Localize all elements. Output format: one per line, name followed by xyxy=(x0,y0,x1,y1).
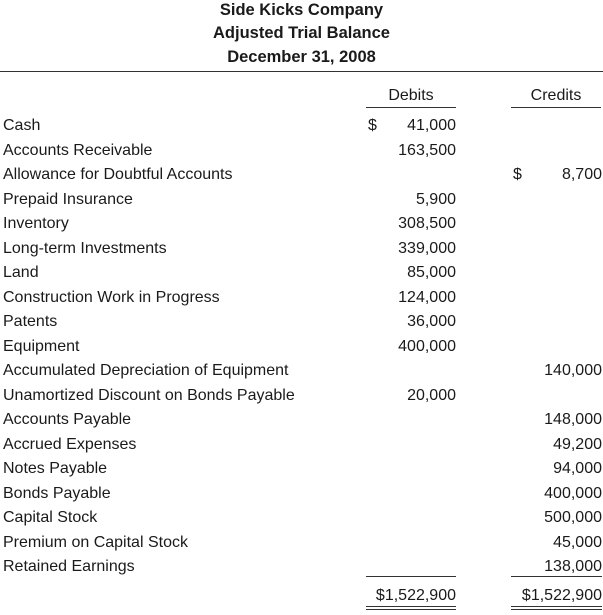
debits-double-underline xyxy=(366,606,456,610)
debit-amount: 339,000 xyxy=(398,239,456,257)
debit-amount: 20,000 xyxy=(407,386,456,404)
account-name: Allowance for Doubtful Accounts xyxy=(3,166,233,183)
credits-double-underline xyxy=(511,606,602,610)
credit-amount: 8,700 xyxy=(561,166,602,183)
debit-amount: 308,500 xyxy=(398,215,456,232)
credits-total-rule xyxy=(511,576,602,577)
account-name: Retained Earnings xyxy=(3,558,135,575)
table-row xyxy=(0,116,603,140)
account-name: Bonds Payable xyxy=(3,484,111,502)
debit-amount: 400,000 xyxy=(398,337,456,355)
account-name: Land xyxy=(3,264,39,281)
table-row xyxy=(0,435,603,459)
account-name: Patents xyxy=(3,313,58,330)
debit-amount: 5,900 xyxy=(415,190,456,208)
credit-amount: 148,000 xyxy=(544,411,602,428)
account-name: Long-term Investments xyxy=(3,239,167,257)
credit-amount: 49,200 xyxy=(553,435,602,453)
debit-amount: 124,000 xyxy=(398,288,456,306)
account-name: Cash xyxy=(3,117,41,134)
table-row xyxy=(0,263,603,287)
table-row xyxy=(0,484,603,508)
table-row xyxy=(0,361,603,385)
account-name: Accumulated Depreciation of Equipment xyxy=(3,362,289,379)
table-row xyxy=(0,533,603,557)
credit-dollar-sign: $ xyxy=(513,166,522,183)
table-row xyxy=(0,410,603,434)
credit-amount: 400,000 xyxy=(544,484,602,502)
debit-amount: 85,000 xyxy=(407,264,456,281)
statement-date: December 31, 2008 xyxy=(227,48,376,66)
account-name: Capital Stock xyxy=(3,509,98,526)
credit-amount: 94,000 xyxy=(553,460,602,477)
credit-amount: 45,000 xyxy=(553,533,602,551)
account-name: Accounts Receivable xyxy=(3,141,153,159)
company-name: Side Kicks Company xyxy=(219,1,384,19)
account-name: Accrued Expenses xyxy=(3,435,137,453)
table-row xyxy=(0,239,603,263)
debit-amount: 41,000 xyxy=(407,117,456,134)
table-row xyxy=(0,459,603,483)
table-row xyxy=(0,141,603,165)
debit-dollar-sign: $ xyxy=(368,117,377,134)
table-row xyxy=(0,214,603,238)
table-row xyxy=(0,337,603,361)
credits-total: $1,522,900 xyxy=(521,587,602,604)
account-name: Accounts Payable xyxy=(3,411,132,428)
credit-amount: 140,000 xyxy=(544,362,602,379)
debit-amount: 163,500 xyxy=(398,141,456,159)
table-row xyxy=(0,165,603,189)
credit-amount: 138,000 xyxy=(544,558,602,575)
account-name: Unamortized Discount on Bonds Payable xyxy=(3,386,295,404)
header-divider xyxy=(0,71,603,72)
debits-total-rule xyxy=(366,576,456,577)
credits-column-header: Credits xyxy=(530,87,582,104)
debit-amount: 36,000 xyxy=(407,313,456,330)
debits-column-header: Debits xyxy=(388,87,434,104)
table-row xyxy=(0,190,603,214)
account-name: Construction Work in Progress xyxy=(3,288,220,306)
statement-title: Adjusted Trial Balance xyxy=(213,24,390,42)
table-row xyxy=(0,508,603,532)
account-name: Premium on Capital Stock xyxy=(3,533,188,551)
table-row xyxy=(0,386,603,410)
debits-total: $1,522,900 xyxy=(375,587,456,604)
account-name: Notes Payable xyxy=(3,460,108,477)
account-name: Prepaid Insurance xyxy=(3,190,133,208)
credit-amount: 500,000 xyxy=(544,509,602,526)
account-name: Inventory xyxy=(3,215,69,232)
debits-header-underline xyxy=(366,107,456,108)
table-row xyxy=(0,557,603,581)
account-name: Equipment xyxy=(3,337,80,355)
credits-header-underline xyxy=(511,107,601,108)
table-row xyxy=(0,288,603,312)
table-row xyxy=(0,312,603,336)
